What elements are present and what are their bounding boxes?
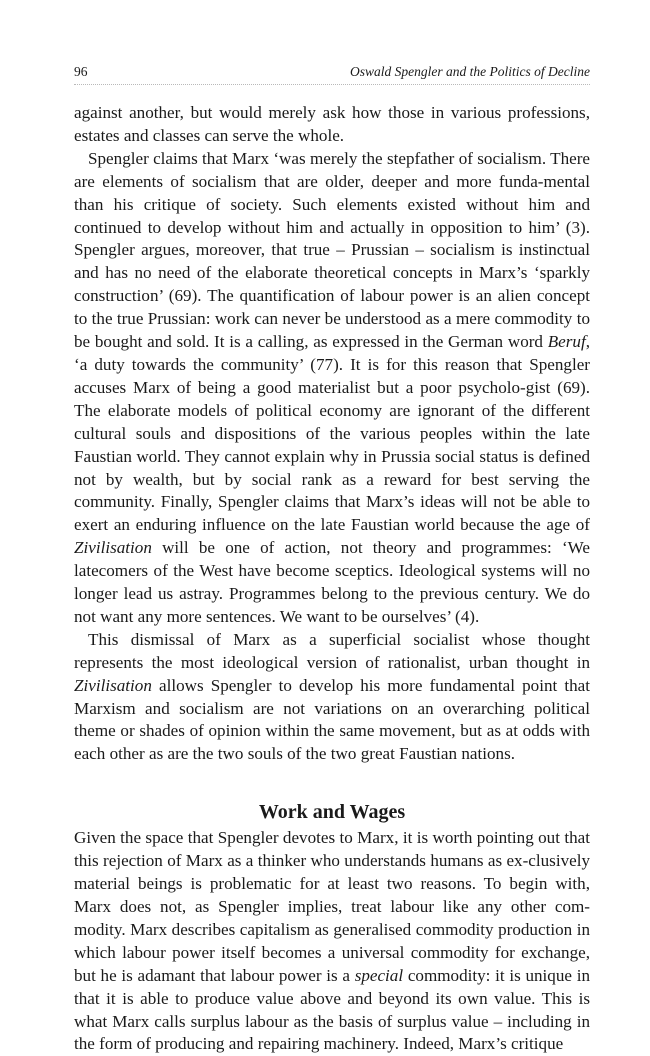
paragraph-text: will be one of action, not theory and programmes: ‘We latecomers of the West have become sceptics. Ideological systems will no longer lead us astray. Programmes belong to the previous century. We do not want any more sentences. We want to be ourselves’ (4). — [74, 538, 590, 626]
running-head — [74, 62, 590, 85]
running-title: Oswald Spengler and the Politics of Decline — [350, 64, 590, 79]
paragraph-text: Given the space that Spengler devotes to Marx, it is worth pointing out that this rejection of Marx as a thinker who understands humans as ex-clusively material beings is problematic for at least two reasons. To begin with, Marx does not, as Spengler implies, treat labour like any other com-modity. Marx describes capitalism as generalised commodity production in which labour power itself becomes a universal commodity for exchange, but he is adamant that labour power is a — [74, 828, 590, 985]
paragraph-work-wages — [74, 827, 590, 1056]
paragraph-dismissal — [74, 629, 590, 766]
paragraph-text: Spengler claims that Marx ‘was merely the stepfather of socialism. There are elements of socialism that are older, deeper and more funda-mental than his critique of society. Such elements existed without him and continued to develop without him and actually in opposition to him’ (3). Spengler argues, moreover, that true – Prussian – socialism is instinctual and has no need of the elaborate theoretical concepts in Marx’s ‘sparkly construction’ (69). The quantification of labour power is an alien concept to the true Prussian: work can never be understood as a mere commodity to be bought and sold. It is a calling, as expressed in the German word — [74, 148, 590, 352]
paragraph-marx-stepfather — [74, 148, 590, 629]
paragraph-text: against another, but would merely ask how those in various professions, estates and classes can serve the whole. — [74, 103, 590, 145]
paragraph-text: allows Spengler to develop his more fundamental point that Marxism and socialism are not variations on an overarching political theme or shades of opinion within the same movement, but as at odds with each other as are the two souls of the two great Faustian nations. — [74, 675, 590, 764]
italic-term: Zivilisation — [74, 675, 152, 695]
book-page — [74, 62, 590, 1056]
body-text — [74, 102, 590, 1056]
italic-term: Zivilisation — [74, 538, 152, 558]
section-heading: Work and Wages — [258, 801, 406, 824]
italic-term: special — [354, 965, 404, 985]
paragraph-continued — [74, 102, 590, 148]
paragraph-text: , ‘a duty towards the community’ (77). It is for this reason that Spengler accuses Marx of being a good materialist but a poor psycholo-gist (69). The elaborate models of political economy are ignorant of the different cultural souls and dispositions of the various peoples within the late Faustian world. They cannot explain why in Prussia social status is defined not by wealth, but by social rank as a reward for best serving the community. Finally, Spengler claims that Marx’s ideas will not be able to exert an enduring influence on the late Faustian world because the age of — [74, 332, 590, 535]
paragraph-text: This dismissal of Marx as a superficial socialist whose thought represents the most ideological version of rationalist, urban thought in — [74, 629, 590, 672]
paragraph-text: commodity: it is unique in that it is able to produce value above and beyond its own value. This is what Marx calls surplus labour as the basis of surplus value – including in the form of producing and repairing machinery. Indeed, Marx’s critique — [74, 965, 590, 1054]
page-number: 96 — [74, 64, 88, 79]
italic-term: Beruf — [547, 332, 586, 352]
